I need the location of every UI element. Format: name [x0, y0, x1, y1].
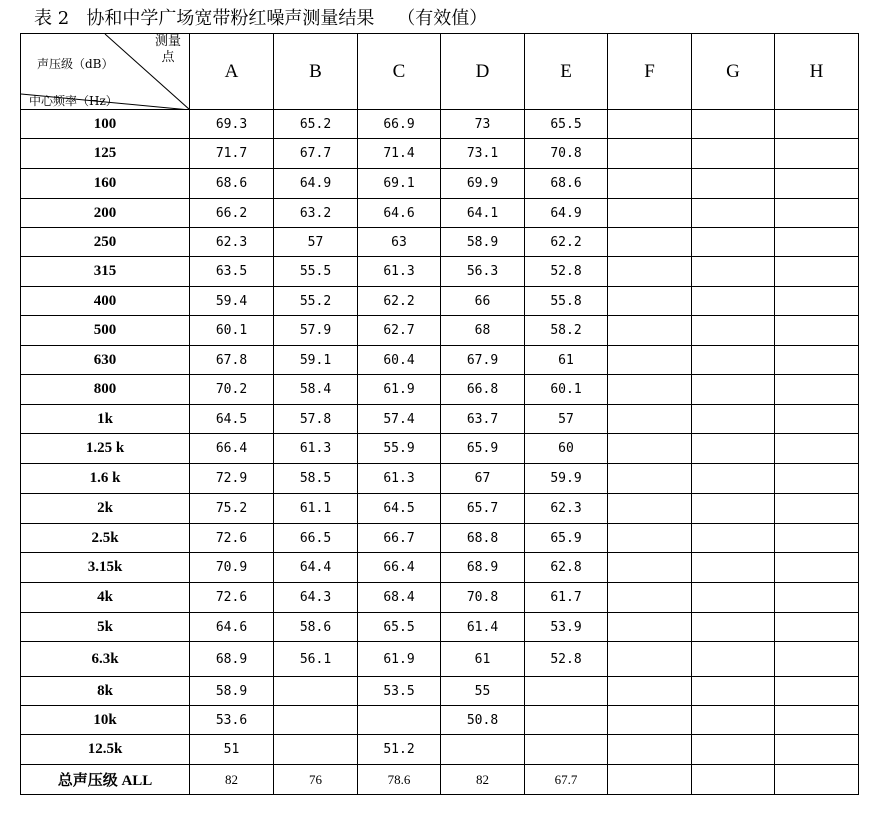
- value-cell: [692, 199, 775, 228]
- value-cell: [608, 464, 692, 494]
- value-cell: [692, 405, 775, 434]
- value-cell: 66.5: [274, 524, 358, 553]
- column-header: A: [190, 34, 274, 110]
- value-cell: 56.3: [441, 257, 525, 287]
- value-cell: 50.8: [441, 706, 525, 735]
- value-cell: [775, 524, 859, 553]
- value-cell: 57.9: [274, 316, 358, 346]
- total-value-cell: 67.7: [525, 765, 608, 795]
- value-cell: 64.5: [358, 494, 441, 524]
- value-cell: [775, 375, 859, 405]
- frequency-cell: 800: [21, 375, 190, 405]
- value-cell: [692, 257, 775, 287]
- value-cell: [775, 583, 859, 613]
- frequency-cell: 1k: [21, 405, 190, 434]
- value-cell: 62.3: [525, 494, 608, 524]
- value-cell: 57: [525, 405, 608, 434]
- value-cell: [608, 169, 692, 199]
- value-cell: [608, 316, 692, 346]
- frequency-cell: 200: [21, 199, 190, 228]
- value-cell: [775, 677, 859, 706]
- frequency-cell: 250: [21, 228, 190, 257]
- frequency-cell: 1.6 k: [21, 464, 190, 494]
- table-row: [21, 199, 859, 228]
- value-cell: [608, 553, 692, 583]
- table-row: [21, 464, 859, 494]
- frequency-cell: 315: [21, 257, 190, 287]
- value-cell: 65.5: [358, 613, 441, 642]
- value-cell: [775, 405, 859, 434]
- frequency-cell: 125: [21, 139, 190, 169]
- frequency-cell: 10k: [21, 706, 190, 735]
- value-cell: [775, 642, 859, 677]
- value-cell: 66.9: [358, 110, 441, 139]
- value-cell: [775, 464, 859, 494]
- value-cell: 53.5: [358, 677, 441, 706]
- value-cell: [525, 677, 608, 706]
- value-cell: 51.2: [358, 735, 441, 765]
- value-cell: 72.6: [190, 583, 274, 613]
- value-cell: [775, 346, 859, 375]
- frequency-cell: 6.3k: [21, 642, 190, 677]
- value-cell: 70.8: [441, 583, 525, 613]
- value-cell: [608, 228, 692, 257]
- total-value-cell: [775, 765, 859, 795]
- value-cell: 66.2: [190, 199, 274, 228]
- value-cell: [692, 110, 775, 139]
- value-cell: [775, 199, 859, 228]
- column-header: E: [525, 34, 608, 110]
- value-cell: 68: [441, 316, 525, 346]
- value-cell: 55: [441, 677, 525, 706]
- value-cell: 75.2: [190, 494, 274, 524]
- value-cell: [775, 553, 859, 583]
- total-value-cell: 82: [441, 765, 525, 795]
- value-cell: 62.8: [525, 553, 608, 583]
- value-cell: 55.5: [274, 257, 358, 287]
- column-header: G: [692, 34, 775, 110]
- value-cell: 53.6: [190, 706, 274, 735]
- value-cell: 58.2: [525, 316, 608, 346]
- value-cell: 72.9: [190, 464, 274, 494]
- frequency-cell: 3.15k: [21, 553, 190, 583]
- value-cell: [274, 706, 358, 735]
- value-cell: [692, 642, 775, 677]
- value-cell: 61.3: [274, 434, 358, 464]
- table-row: [21, 228, 859, 257]
- value-cell: [692, 677, 775, 706]
- value-cell: 52.8: [525, 642, 608, 677]
- value-cell: 73: [441, 110, 525, 139]
- value-cell: 58.4: [274, 375, 358, 405]
- value-cell: 61.9: [358, 642, 441, 677]
- total-row: [21, 765, 859, 795]
- value-cell: [608, 199, 692, 228]
- value-cell: 56.1: [274, 642, 358, 677]
- value-cell: 64.6: [358, 199, 441, 228]
- value-cell: [525, 706, 608, 735]
- value-cell: [608, 613, 692, 642]
- value-cell: 65.7: [441, 494, 525, 524]
- table-row: [21, 583, 859, 613]
- value-cell: [608, 405, 692, 434]
- value-cell: [692, 375, 775, 405]
- table-row: [21, 434, 859, 464]
- value-cell: 70.2: [190, 375, 274, 405]
- value-cell: [608, 524, 692, 553]
- measurement-table: [20, 33, 859, 795]
- column-header: B: [274, 34, 358, 110]
- value-cell: 60.1: [190, 316, 274, 346]
- frequency-cell: 1.25 k: [21, 434, 190, 464]
- column-header: C: [358, 34, 441, 110]
- value-cell: [608, 375, 692, 405]
- value-cell: [692, 464, 775, 494]
- value-cell: 61.1: [274, 494, 358, 524]
- value-cell: [775, 257, 859, 287]
- total-value-cell: [692, 765, 775, 795]
- table-row: [21, 494, 859, 524]
- frequency-cell: 400: [21, 287, 190, 316]
- value-cell: 65.9: [441, 434, 525, 464]
- value-cell: [692, 139, 775, 169]
- frequency-cell: 500: [21, 316, 190, 346]
- value-cell: [608, 139, 692, 169]
- corner-point-label: 测量 点: [154, 34, 181, 65]
- value-cell: 51: [190, 735, 274, 765]
- value-cell: [441, 735, 525, 765]
- value-cell: 68.9: [190, 642, 274, 677]
- value-cell: 62.3: [190, 228, 274, 257]
- table-row: [21, 706, 859, 735]
- column-header: F: [608, 34, 692, 110]
- value-cell: [274, 735, 358, 765]
- column-header: H: [775, 34, 859, 110]
- value-cell: 58.9: [441, 228, 525, 257]
- table-row: [21, 405, 859, 434]
- value-cell: 72.6: [190, 524, 274, 553]
- value-cell: [692, 706, 775, 735]
- value-cell: [775, 139, 859, 169]
- value-cell: 59.4: [190, 287, 274, 316]
- value-cell: 64.9: [274, 169, 358, 199]
- value-cell: 55.8: [525, 287, 608, 316]
- value-cell: 62.2: [358, 287, 441, 316]
- frequency-cell: 2.5k: [21, 524, 190, 553]
- value-cell: 73.1: [441, 139, 525, 169]
- value-cell: 60: [525, 434, 608, 464]
- value-cell: 58.5: [274, 464, 358, 494]
- value-cell: [692, 287, 775, 316]
- table-caption: 表 2 协和中学广场宽带粉红噪声测量结果 （有效值）: [34, 8, 488, 29]
- value-cell: [692, 524, 775, 553]
- value-cell: [692, 316, 775, 346]
- value-cell: [775, 735, 859, 765]
- value-cell: 61: [525, 346, 608, 375]
- value-cell: [608, 583, 692, 613]
- value-cell: [692, 169, 775, 199]
- value-cell: 59.9: [525, 464, 608, 494]
- table-row: [21, 613, 859, 642]
- frequency-cell: 8k: [21, 677, 190, 706]
- value-cell: 55.2: [274, 287, 358, 316]
- value-cell: 68.9: [441, 553, 525, 583]
- value-cell: 60.1: [525, 375, 608, 405]
- value-cell: [775, 110, 859, 139]
- value-cell: 60.4: [358, 346, 441, 375]
- value-cell: [608, 677, 692, 706]
- table-row: [21, 316, 859, 346]
- table-row: [21, 110, 859, 139]
- value-cell: 61.4: [441, 613, 525, 642]
- value-cell: 64.3: [274, 583, 358, 613]
- value-cell: 61.3: [358, 257, 441, 287]
- value-cell: [775, 434, 859, 464]
- table-row: [21, 287, 859, 316]
- value-cell: 69.3: [190, 110, 274, 139]
- value-cell: 62.7: [358, 316, 441, 346]
- value-cell: [358, 706, 441, 735]
- value-cell: 61: [441, 642, 525, 677]
- value-cell: 66: [441, 287, 525, 316]
- value-cell: 66.4: [358, 553, 441, 583]
- frequency-cell: 100: [21, 110, 190, 139]
- value-cell: 71.4: [358, 139, 441, 169]
- value-cell: 63: [358, 228, 441, 257]
- total-value-cell: [608, 765, 692, 795]
- value-cell: 57.4: [358, 405, 441, 434]
- value-cell: 66.4: [190, 434, 274, 464]
- table-row: [21, 257, 859, 287]
- value-cell: [775, 287, 859, 316]
- corner-freq-label: 中心频率（Hz）: [29, 94, 118, 108]
- value-cell: 52.8: [525, 257, 608, 287]
- value-cell: 65.9: [525, 524, 608, 553]
- value-cell: 69.1: [358, 169, 441, 199]
- value-cell: 68.6: [525, 169, 608, 199]
- value-cell: [775, 169, 859, 199]
- value-cell: 67: [441, 464, 525, 494]
- header-row: [21, 34, 859, 110]
- value-cell: [775, 494, 859, 524]
- value-cell: [692, 346, 775, 375]
- value-cell: 67.9: [441, 346, 525, 375]
- value-cell: 58.9: [190, 677, 274, 706]
- value-cell: [692, 228, 775, 257]
- value-cell: [692, 613, 775, 642]
- value-cell: 57: [274, 228, 358, 257]
- value-cell: [692, 583, 775, 613]
- frequency-cell: 5k: [21, 613, 190, 642]
- table-row: [21, 524, 859, 553]
- value-cell: 68.4: [358, 583, 441, 613]
- frequency-cell: 12.5k: [21, 735, 190, 765]
- value-cell: [608, 257, 692, 287]
- value-cell: [608, 735, 692, 765]
- value-cell: [608, 346, 692, 375]
- table-row: [21, 553, 859, 583]
- value-cell: 63.2: [274, 199, 358, 228]
- value-cell: 63.5: [190, 257, 274, 287]
- value-cell: 65.5: [525, 110, 608, 139]
- corner-level-label: 声压级（dB）: [37, 57, 114, 71]
- frequency-cell: 160: [21, 169, 190, 199]
- frequency-cell: 2k: [21, 494, 190, 524]
- value-cell: 63.7: [441, 405, 525, 434]
- table-row: [21, 735, 859, 765]
- value-cell: 62.2: [525, 228, 608, 257]
- value-cell: [775, 706, 859, 735]
- table-row: [21, 375, 859, 405]
- table-row: [21, 642, 859, 677]
- value-cell: 68.6: [190, 169, 274, 199]
- value-cell: [608, 110, 692, 139]
- value-cell: 61.3: [358, 464, 441, 494]
- total-label-cell: 总声压级 ALL: [21, 765, 190, 795]
- column-header: D: [441, 34, 525, 110]
- table-row: [21, 677, 859, 706]
- value-cell: [692, 735, 775, 765]
- value-cell: 70.8: [525, 139, 608, 169]
- value-cell: 68.8: [441, 524, 525, 553]
- value-cell: 64.9: [525, 199, 608, 228]
- value-cell: [608, 434, 692, 464]
- value-cell: 65.2: [274, 110, 358, 139]
- value-cell: 69.9: [441, 169, 525, 199]
- value-cell: [274, 677, 358, 706]
- value-cell: [692, 434, 775, 464]
- total-value-cell: 82: [190, 765, 274, 795]
- value-cell: 64.6: [190, 613, 274, 642]
- frequency-cell: 630: [21, 346, 190, 375]
- corner-header-cell: [21, 34, 190, 110]
- value-cell: 67.7: [274, 139, 358, 169]
- value-cell: [608, 706, 692, 735]
- value-cell: [775, 316, 859, 346]
- value-cell: [608, 287, 692, 316]
- value-cell: 66.8: [441, 375, 525, 405]
- value-cell: 53.9: [525, 613, 608, 642]
- value-cell: 61.7: [525, 583, 608, 613]
- frequency-cell: 4k: [21, 583, 190, 613]
- value-cell: [775, 228, 859, 257]
- value-cell: 64.4: [274, 553, 358, 583]
- value-cell: 55.9: [358, 434, 441, 464]
- value-cell: [692, 494, 775, 524]
- value-cell: [692, 553, 775, 583]
- value-cell: 64.1: [441, 199, 525, 228]
- value-cell: 58.6: [274, 613, 358, 642]
- value-cell: 67.8: [190, 346, 274, 375]
- value-cell: [608, 642, 692, 677]
- value-cell: 64.5: [190, 405, 274, 434]
- value-cell: 71.7: [190, 139, 274, 169]
- table-row: [21, 139, 859, 169]
- value-cell: [525, 735, 608, 765]
- total-value-cell: 76: [274, 765, 358, 795]
- total-value-cell: 78.6: [358, 765, 441, 795]
- value-cell: [775, 613, 859, 642]
- value-cell: [608, 494, 692, 524]
- value-cell: 61.9: [358, 375, 441, 405]
- value-cell: 57.8: [274, 405, 358, 434]
- value-cell: 70.9: [190, 553, 274, 583]
- table-row: [21, 346, 859, 375]
- value-cell: 66.7: [358, 524, 441, 553]
- table-row: [21, 169, 859, 199]
- value-cell: 59.1: [274, 346, 358, 375]
